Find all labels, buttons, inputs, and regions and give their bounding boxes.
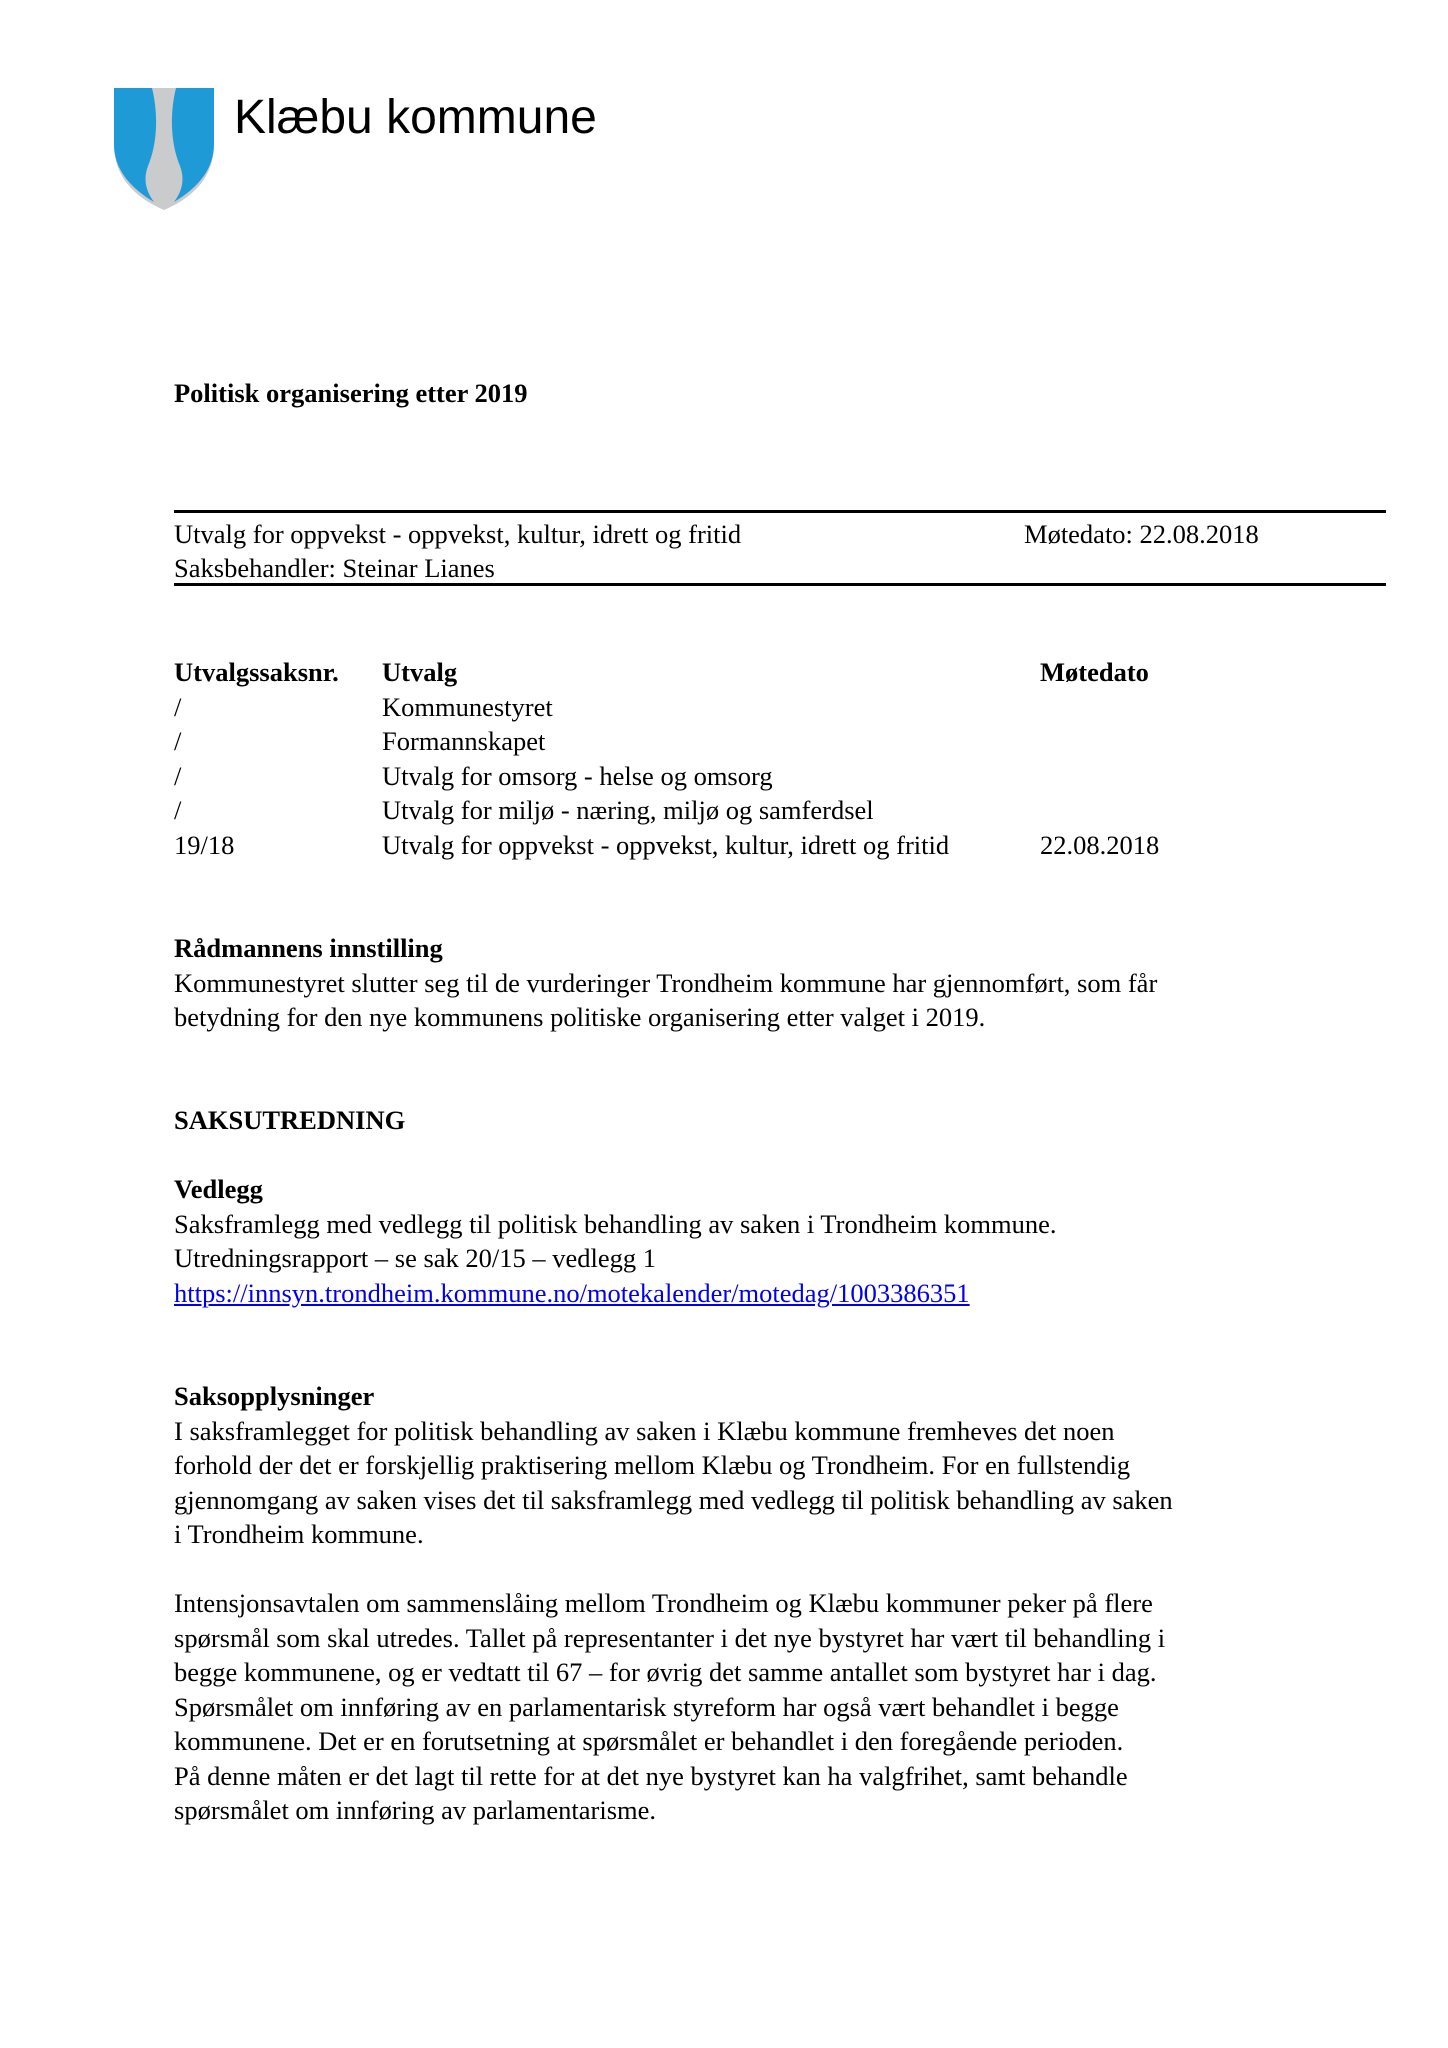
table-row: [174, 828, 1214, 863]
table-row: [174, 759, 1214, 794]
case-info-line: Intensjonsavtalen om sammenslåing mellom Trondheim og Klæbu kommuner peker på flere: [174, 1588, 1153, 1618]
case-table: [174, 655, 1214, 862]
case-officer: Saksbehandler: Steinar Lianes: [174, 553, 495, 583]
header-committee: Utvalg: [382, 657, 458, 687]
attachment-line: Utredningsrapport – se sak 20/15 – vedlegg 1: [174, 1243, 657, 1273]
case-number: 19/18: [174, 829, 235, 860]
case-number: /: [174, 691, 182, 722]
table-row: [174, 724, 1214, 759]
case-info-line: På denne måten er det lagt til rette for at det nye bystyret kan ha valgfrihet, samt behandle: [174, 1760, 1128, 1791]
case-number: /: [174, 795, 182, 825]
attachment-link[interactable]: https://innsyn.trondheim.kommune.no/motekalender/motedag/1003386351: [174, 1277, 970, 1308]
case-info-line: begge kommunene, og er vedtatt til 67 – for øvrig det samme antallet som bystyret har i dag.: [174, 1657, 1157, 1687]
case-info-line: gjennomgang av saken vises det til saksframlegg med vedlegg til politisk behandling av saken: [174, 1484, 1173, 1515]
attachments-section: [174, 1172, 1334, 1310]
header-meeting-date: Møtedato: [1040, 657, 1149, 687]
committee: Utvalg for oppvekst - oppvekst, kultur, idrett og fritid: [382, 829, 950, 860]
case-number: /: [174, 726, 182, 756]
committee: Utvalg for omsorg - helse og omsorg: [382, 760, 773, 791]
recommendation-line: betydning for den nye kommunens politiske organisering etter valget i 2019.: [174, 1002, 986, 1032]
case-info-line: spørsmål som skal utredes. Tallet på representanter i det nye bystyret har vært til behandling i: [174, 1622, 1166, 1653]
attachment-line: Saksframlegg med vedlegg til politisk behandling av saken i Trondheim kommune.: [174, 1208, 1057, 1239]
case-info-heading: Saksopplysninger: [174, 1381, 375, 1411]
meeting-date: 22.08.2018: [1040, 829, 1160, 860]
case-report-section: [174, 1103, 1334, 1138]
meeting-date: Møtedato: 22.08.2018: [1024, 519, 1259, 549]
case-info-section: [174, 1379, 1334, 1828]
case-info-line: kommunene. Det er en forutsetning at spørsmålet er behandlet i den foregående perioden.: [174, 1726, 1124, 1756]
top-rule: [174, 510, 1386, 513]
case-info-line: spørsmålet om innføring av parlamentarisme.: [174, 1795, 657, 1825]
table-row: [174, 793, 1214, 828]
table-header-row: [174, 655, 1214, 690]
case-info-line: I saksframlegget for politisk behandling av saken i Klæbu kommune fremheves det noen: [174, 1415, 1115, 1446]
paragraph-spacer: [174, 1552, 1334, 1587]
committee: Utvalg for miljø - næring, miljø og samferdsel: [382, 795, 874, 825]
case-info-line: i Trondheim kommune.: [174, 1519, 424, 1549]
committee-name: Utvalg for oppvekst - oppvekst, kultur, idrett og fritid: [174, 519, 742, 549]
table-row: [174, 690, 1214, 725]
document-title: Politisk organisering etter 2019: [174, 378, 528, 408]
case-number: /: [174, 760, 182, 791]
header-case-number: Utvalgssaksnr.: [174, 657, 339, 687]
municipal-shield-logo: [112, 86, 216, 212]
org-name: Klæbu kommune: [234, 91, 597, 144]
case-info-line: forhold der det er forskjellig praktisering mellom Klæbu og Trondheim. For en fullstendig: [174, 1450, 1131, 1480]
committee: Formannskapet: [382, 726, 546, 756]
bottom-rule: [174, 583, 1386, 586]
case-report-heading: SAKSUTREDNING: [174, 1105, 406, 1135]
recommendation-line: Kommunestyret slutter seg til de vurderinger Trondheim kommune har gjennomført, som får: [174, 967, 1158, 998]
recommendation-section: [174, 931, 1334, 1035]
committee: Kommunestyret: [382, 691, 553, 722]
recommendation-heading: Rådmannens innstilling: [174, 933, 443, 963]
case-info-line: Spørsmålet om innføring av en parlamentarisk styreform har også vært behandlet i begge: [174, 1691, 1119, 1722]
attachments-heading: Vedlegg: [174, 1174, 263, 1204]
